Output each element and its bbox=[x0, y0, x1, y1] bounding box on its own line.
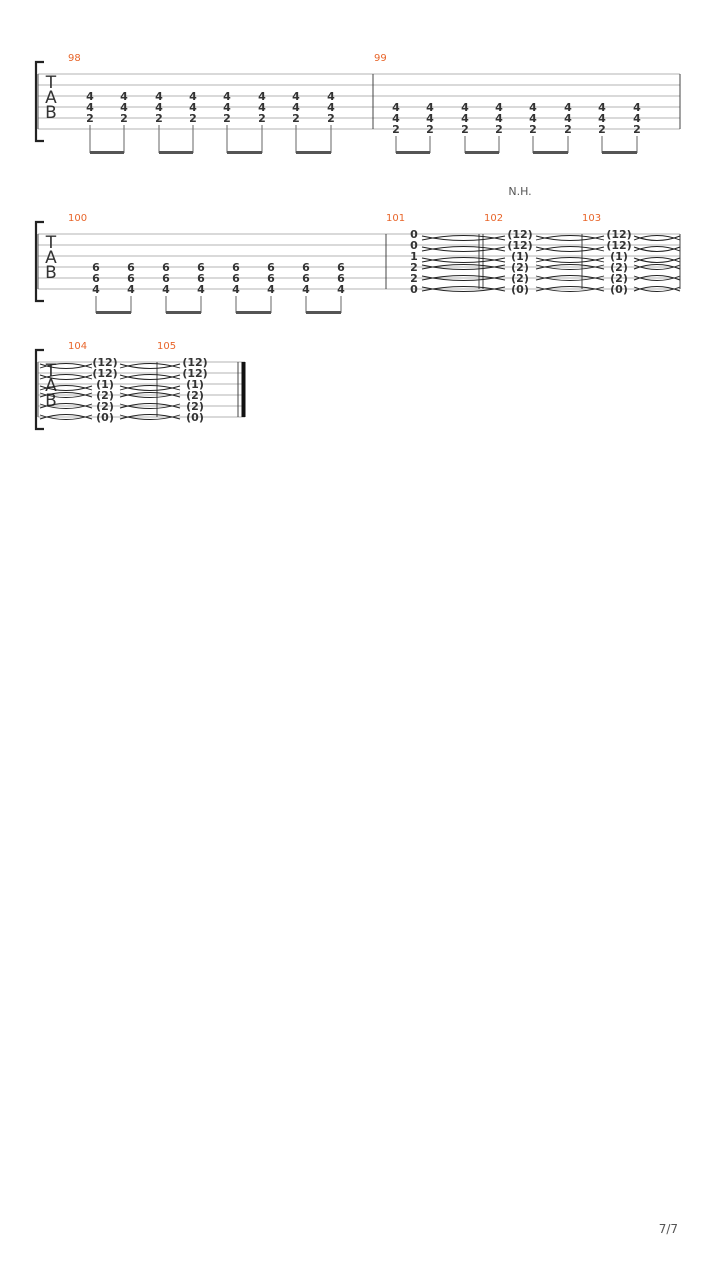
fret-number: 4 bbox=[392, 112, 400, 125]
fret-number: (12) bbox=[92, 367, 118, 380]
fret-number: 4 bbox=[529, 112, 537, 125]
tie-arc bbox=[634, 236, 680, 241]
fret-number: 4 bbox=[461, 101, 469, 114]
tie-arc bbox=[120, 386, 180, 391]
fret-number: (12) bbox=[182, 356, 208, 369]
fret-number: 4 bbox=[223, 90, 231, 103]
fret-number: 2 bbox=[633, 123, 641, 136]
tab-clef-letter: T bbox=[45, 233, 57, 253]
fret-number: 4 bbox=[495, 112, 503, 125]
fret-number: 4 bbox=[598, 112, 606, 125]
fret-number: 4 bbox=[564, 101, 572, 114]
fret-number: 4 bbox=[292, 90, 300, 103]
fret-number: 6 bbox=[127, 272, 135, 285]
fret-number: (2) bbox=[186, 400, 204, 413]
fret-number: (12) bbox=[182, 367, 208, 380]
fret-number: 2 bbox=[292, 112, 300, 125]
tab-clef-letter: T bbox=[45, 73, 57, 93]
fret-number: 2 bbox=[598, 123, 606, 136]
fret-number: 6 bbox=[232, 272, 240, 285]
fret-number: 2 bbox=[189, 112, 197, 125]
tie-arc bbox=[536, 247, 604, 252]
fret-number: 6 bbox=[337, 272, 345, 285]
fret-number: (2) bbox=[511, 272, 529, 285]
fret-number: (2) bbox=[96, 389, 114, 402]
fret-number: (2) bbox=[186, 389, 204, 402]
beam bbox=[227, 151, 262, 154]
fret-number: (0) bbox=[186, 411, 204, 424]
fret-number: 6 bbox=[302, 272, 310, 285]
beam bbox=[296, 151, 331, 154]
fret-number: 2 bbox=[327, 112, 335, 125]
beam bbox=[90, 151, 124, 154]
beam bbox=[236, 311, 271, 314]
fret-number: 4 bbox=[633, 112, 641, 125]
fret-number: 4 bbox=[223, 101, 231, 114]
measure-number: 105 bbox=[157, 341, 177, 352]
tab-clef-letter: A bbox=[45, 376, 57, 396]
fret-number: 4 bbox=[120, 90, 128, 103]
beam bbox=[96, 311, 131, 314]
fret-number: (0) bbox=[511, 283, 529, 296]
measure-number: 98 bbox=[68, 53, 81, 64]
fret-number: 2 bbox=[258, 112, 266, 125]
fret-number: 2 bbox=[426, 123, 434, 136]
fret-number: 2 bbox=[495, 123, 503, 136]
measure-number: 99 bbox=[374, 53, 387, 64]
fret-number: (1) bbox=[96, 378, 114, 391]
fret-number: (1) bbox=[186, 378, 204, 391]
tie-arc bbox=[422, 236, 505, 241]
fret-number: 4 bbox=[426, 112, 434, 125]
measure-number: 102 bbox=[484, 213, 504, 224]
fret-number: 6 bbox=[232, 261, 240, 274]
fret-number: (2) bbox=[610, 272, 628, 285]
fret-number: (0) bbox=[610, 283, 628, 296]
fret-number: 4 bbox=[189, 101, 197, 114]
tie-arc bbox=[634, 247, 680, 252]
fret-number: 4 bbox=[92, 283, 100, 296]
tie-arc bbox=[422, 258, 505, 263]
fret-number: 6 bbox=[162, 272, 170, 285]
beam bbox=[533, 151, 568, 154]
fret-number: 4 bbox=[392, 101, 400, 114]
fret-number: 4 bbox=[292, 101, 300, 114]
fret-number: 4 bbox=[267, 283, 275, 296]
fret-number: 4 bbox=[461, 112, 469, 125]
tab-clef-letter: A bbox=[45, 88, 57, 108]
fret-number: 4 bbox=[155, 90, 163, 103]
tie-arc bbox=[422, 247, 505, 252]
tie-arc bbox=[120, 386, 180, 391]
tab-clef-letter: B bbox=[45, 103, 57, 123]
tab-clef-letter: A bbox=[45, 248, 57, 268]
fret-number: 6 bbox=[267, 261, 275, 274]
fret-number: (2) bbox=[511, 261, 529, 274]
fret-number: 0 bbox=[410, 239, 418, 252]
fret-number: 4 bbox=[258, 90, 266, 103]
tie-arc bbox=[120, 375, 180, 380]
fret-number: 2 bbox=[410, 272, 418, 285]
fret-number: 4 bbox=[189, 90, 197, 103]
fret-number: 1 bbox=[410, 250, 418, 263]
fret-number: 4 bbox=[162, 283, 170, 296]
measure-number: 101 bbox=[386, 213, 406, 224]
beam bbox=[166, 311, 201, 314]
beam bbox=[159, 151, 193, 154]
fret-number: 2 bbox=[155, 112, 163, 125]
beam bbox=[465, 151, 499, 154]
fret-number: 2 bbox=[529, 123, 537, 136]
fret-number: 4 bbox=[337, 283, 345, 296]
tie-arc bbox=[120, 364, 180, 369]
harmonic-label: N.H. bbox=[508, 185, 532, 198]
tie-arc bbox=[634, 258, 680, 263]
fret-number: 4 bbox=[564, 112, 572, 125]
fret-number: 4 bbox=[86, 90, 94, 103]
fret-number: 6 bbox=[337, 261, 345, 274]
tie-arc bbox=[422, 236, 505, 241]
fret-number: 6 bbox=[127, 261, 135, 274]
tab-clef-letter: T bbox=[45, 361, 57, 381]
tab-clef-letter: B bbox=[45, 263, 57, 283]
fret-number: 0 bbox=[410, 228, 418, 241]
fret-number: (2) bbox=[610, 261, 628, 274]
tie-arc bbox=[536, 258, 604, 263]
fret-number: 6 bbox=[267, 272, 275, 285]
fret-number: 4 bbox=[495, 101, 503, 114]
fret-number: 4 bbox=[529, 101, 537, 114]
fret-number: 4 bbox=[197, 283, 205, 296]
fret-number: 2 bbox=[410, 261, 418, 274]
tie-arc bbox=[422, 247, 505, 252]
final-barline bbox=[242, 362, 246, 417]
fret-number: 4 bbox=[633, 101, 641, 114]
fret-number: 4 bbox=[232, 283, 240, 296]
fret-number: 4 bbox=[258, 101, 266, 114]
beam bbox=[396, 151, 430, 154]
fret-number: (12) bbox=[606, 239, 632, 252]
fret-number: (2) bbox=[96, 400, 114, 413]
tie-arc bbox=[422, 258, 505, 263]
fret-number: 4 bbox=[327, 101, 335, 114]
fret-number: 4 bbox=[426, 101, 434, 114]
fret-number: (12) bbox=[606, 228, 632, 241]
fret-number: (12) bbox=[507, 239, 533, 252]
fret-number: 4 bbox=[302, 283, 310, 296]
fret-number: 6 bbox=[162, 261, 170, 274]
tie-arc bbox=[634, 258, 680, 263]
tie-arc bbox=[536, 236, 604, 241]
fret-number: (12) bbox=[507, 228, 533, 241]
page-number: 7/7 bbox=[658, 1222, 678, 1236]
fret-number: 2 bbox=[86, 112, 94, 125]
tie-arc bbox=[536, 258, 604, 263]
beam bbox=[602, 151, 637, 154]
fret-number: 4 bbox=[127, 283, 135, 296]
fret-number: 2 bbox=[120, 112, 128, 125]
measure-number: 103 bbox=[582, 213, 602, 224]
fret-number: 6 bbox=[197, 261, 205, 274]
fret-number: 4 bbox=[598, 101, 606, 114]
tie-arc bbox=[634, 236, 680, 241]
fret-number: 2 bbox=[392, 123, 400, 136]
beam bbox=[306, 311, 341, 314]
measure-number: 100 bbox=[68, 213, 88, 224]
fret-number: 4 bbox=[155, 101, 163, 114]
fret-number: 6 bbox=[197, 272, 205, 285]
fret-number: (1) bbox=[511, 250, 529, 263]
tie-arc bbox=[120, 364, 180, 369]
measure-number: 104 bbox=[68, 341, 88, 352]
fret-number: 6 bbox=[302, 261, 310, 274]
tie-arc bbox=[634, 247, 680, 252]
tie-arc bbox=[536, 247, 604, 252]
fret-number: 4 bbox=[327, 90, 335, 103]
fret-number: (0) bbox=[96, 411, 114, 424]
fret-number: 4 bbox=[86, 101, 94, 114]
fret-number: (12) bbox=[92, 356, 118, 369]
tie-arc bbox=[120, 375, 180, 380]
fret-number: (1) bbox=[610, 250, 628, 263]
fret-number: 6 bbox=[92, 272, 100, 285]
fret-number: 6 bbox=[92, 261, 100, 274]
tie-arc bbox=[536, 236, 604, 241]
fret-number: 2 bbox=[223, 112, 231, 125]
fret-number: 2 bbox=[564, 123, 572, 136]
fret-number: 0 bbox=[410, 283, 418, 296]
fret-number: 4 bbox=[120, 101, 128, 114]
tab-clef-letter: B bbox=[45, 391, 57, 411]
fret-number: 2 bbox=[461, 123, 469, 136]
